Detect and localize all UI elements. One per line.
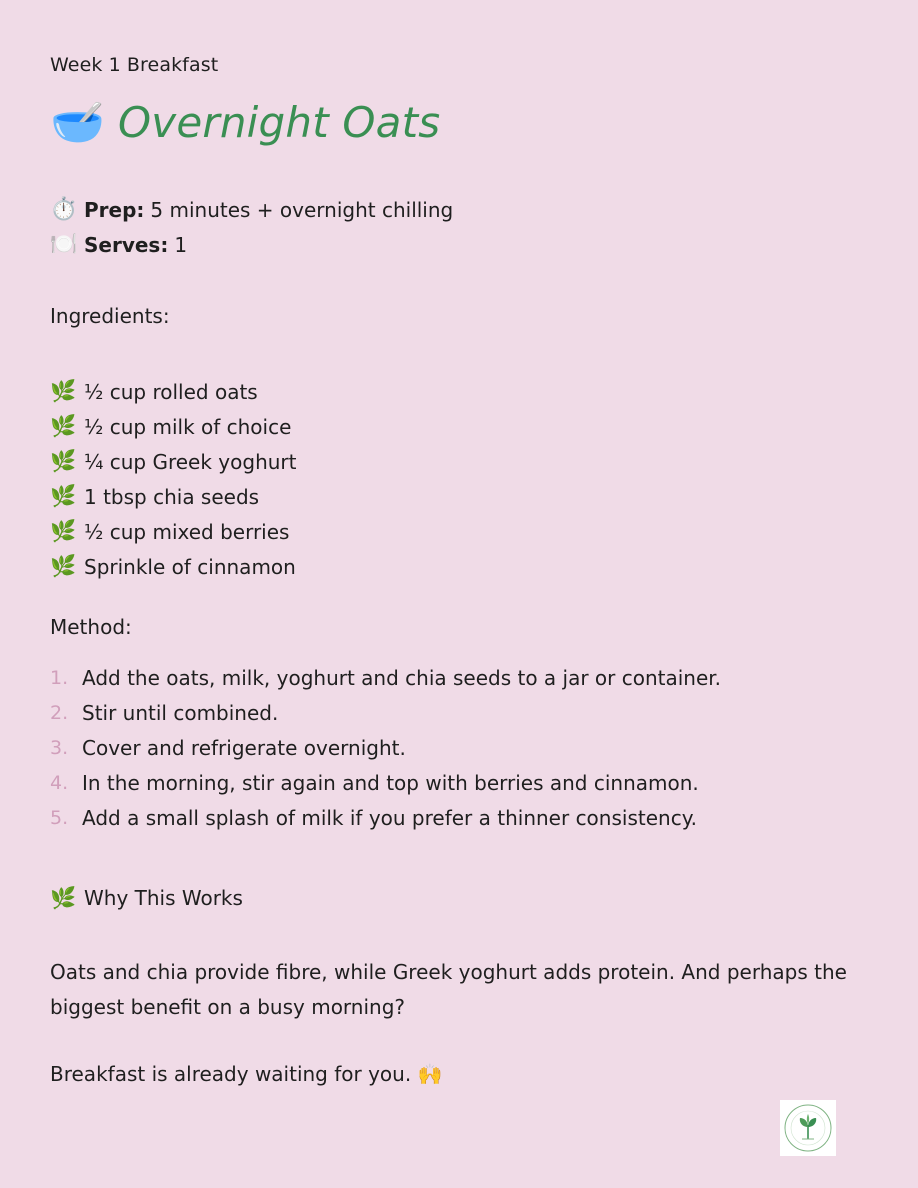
step-text: Add the oats, milk, yoghurt and chia seeds to a jar or container. (82, 665, 722, 690)
ingredients-heading: Ingredients: (50, 304, 170, 328)
why-body: Oats and chia provide fibre, while Greek yoghurt adds protein. And perhaps the biggest benefit on a busy morning? (50, 960, 847, 1019)
why-heading: Why This Works (84, 886, 243, 910)
title-row (50, 98, 440, 147)
ingredient-item (50, 444, 296, 479)
step-number: 1. (50, 666, 69, 689)
step-number: 5. (50, 806, 69, 829)
stopwatch-icon: ⏱️ (50, 197, 78, 222)
ingredient-text: ¼ cup Greek yoghurt (84, 449, 297, 474)
method-heading: Method: (50, 615, 132, 639)
ingredient-item (50, 374, 296, 409)
ingredient-text: ½ cup milk of choice (84, 414, 292, 439)
leaf-icon: 🌿 (50, 554, 77, 578)
why-heading-row (50, 886, 243, 910)
step-number: 4. (50, 771, 69, 794)
ingredient-item (50, 409, 296, 444)
step-text: In the morning, stir again and top with berries and cinnamon. (82, 770, 699, 795)
leaf-icon: 🌿 (50, 484, 77, 508)
method-steps (50, 660, 721, 835)
ingredient-item (50, 514, 296, 549)
method-step (50, 660, 721, 695)
method-step (50, 730, 721, 765)
bowl-icon: 🥣 (50, 96, 105, 148)
method-step (50, 695, 721, 730)
leaf-icon: 🌿 (50, 885, 77, 910)
brand-logo (780, 1100, 836, 1156)
prep-info (50, 198, 453, 222)
week-label: Week 1 Breakfast (50, 54, 219, 76)
prep-label: Prep: (84, 198, 145, 222)
method-step (50, 765, 721, 800)
ingredient-text: 1 tbsp chia seeds (84, 484, 260, 509)
closing-line: Breakfast is already waiting for you. 🙌 (50, 1062, 443, 1086)
step-text: Add a small splash of milk if you prefer a thinner consistency. (82, 805, 698, 830)
method-step (50, 800, 721, 835)
leaf-icon: 🌿 (50, 414, 77, 438)
serves-value: 1 (174, 233, 188, 257)
ingredient-item (50, 479, 296, 514)
step-text: Stir until combined. (82, 700, 279, 725)
step-text: Cover and refrigerate overnight. (82, 735, 406, 760)
leaf-icon: 🌿 (50, 519, 77, 543)
serves-label: Serves: (84, 233, 169, 257)
ingredient-text: ½ cup rolled oats (84, 379, 258, 404)
leaf-icon: 🌿 (50, 379, 77, 403)
plate-cutlery-icon: 🍽️ (50, 232, 78, 257)
ingredient-text: ½ cup mixed berries (84, 519, 290, 544)
leaf-icon: 🌿 (50, 449, 77, 473)
page-title: Overnight Oats (118, 98, 441, 147)
ingredients-list (50, 374, 296, 584)
step-number: 3. (50, 736, 69, 759)
ingredient-text: Sprinkle of cinnamon (84, 554, 296, 579)
serves-info (50, 233, 187, 257)
ingredient-item (50, 549, 296, 584)
prep-value: 5 minutes + overnight chilling (150, 198, 454, 222)
leaf-sprout-logo-icon (783, 1103, 833, 1153)
step-number: 2. (50, 701, 69, 724)
